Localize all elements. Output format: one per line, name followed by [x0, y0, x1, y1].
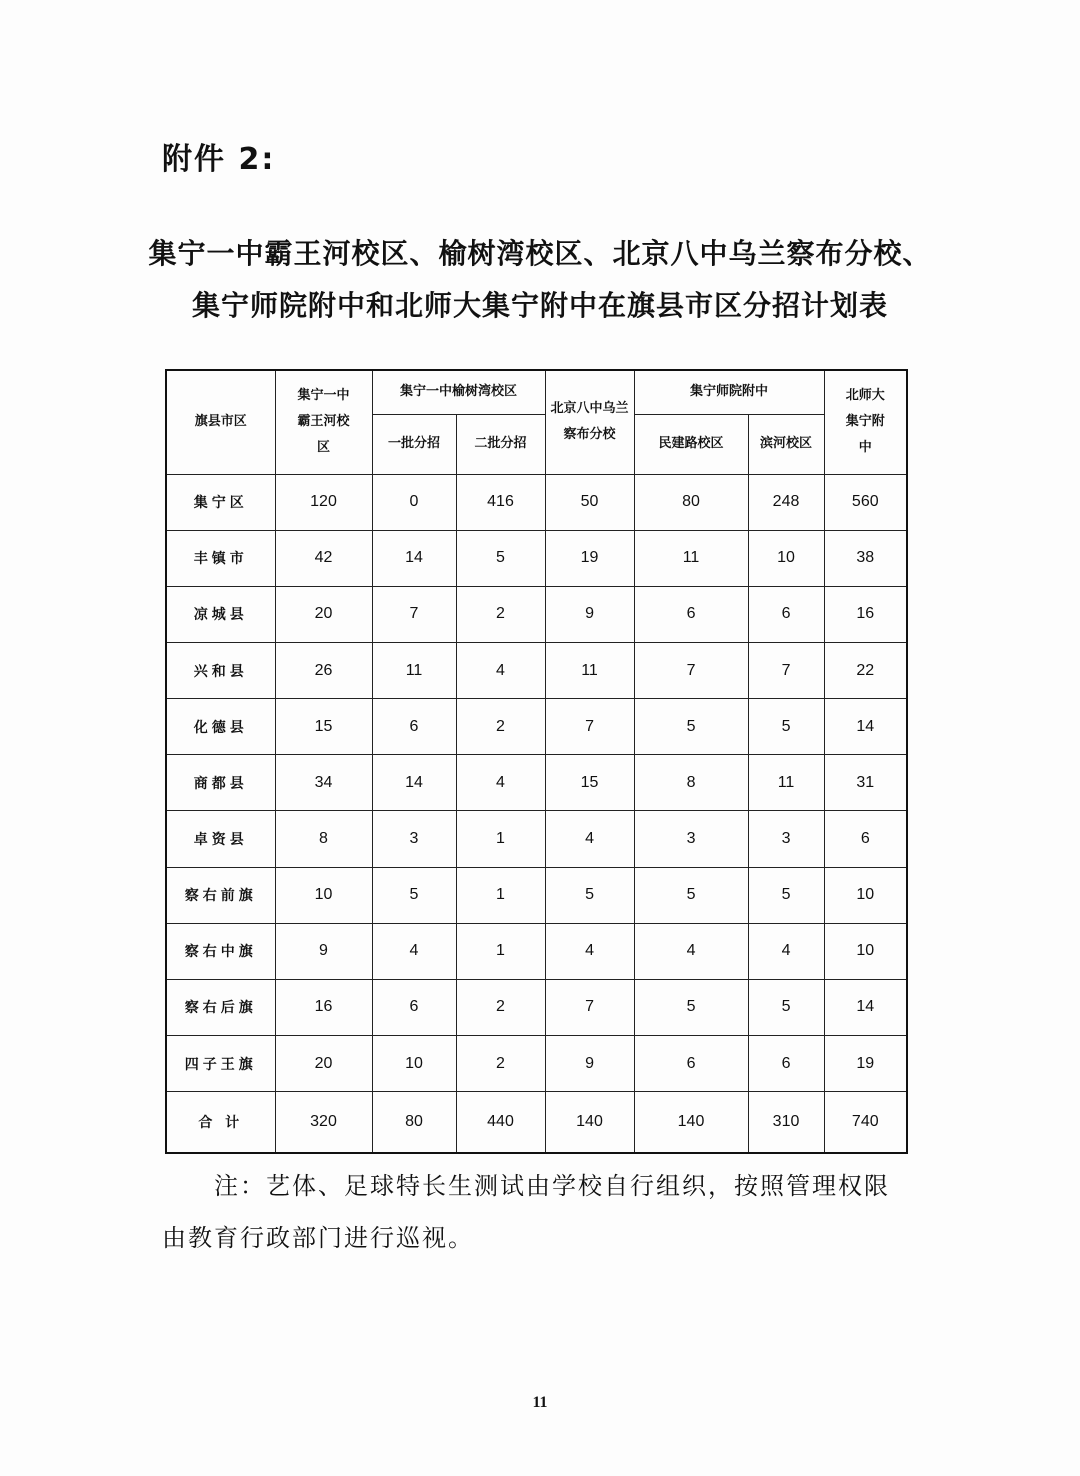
footnote: 注：艺体、足球特长生测试由学校自行组织，按照管理权限由教育行政部门进行巡视。 [162, 1172, 890, 1252]
header-beijing8: 北京八中乌兰察布分校 [545, 370, 634, 474]
value-cell: 8 [634, 755, 748, 811]
value-cell: 9 [275, 923, 372, 979]
header-minjianlu: 民建路校区 [634, 414, 748, 474]
value-cell: 2 [456, 979, 545, 1035]
region-cell: 察右前旗 [166, 867, 275, 923]
document-title-line-1: 集宁一中霸王河校区、榆树湾校区、北京八中乌兰察布分校、 [148, 237, 932, 270]
value-cell: 7 [748, 642, 824, 698]
value-cell: 20 [275, 1036, 372, 1092]
value-cell: 19 [545, 530, 634, 586]
value-cell: 80 [634, 474, 748, 530]
value-cell: 3 [634, 811, 748, 867]
region-cell: 四子王旗 [166, 1036, 275, 1092]
value-cell: 5 [748, 699, 824, 755]
table-row [166, 979, 907, 1035]
value-cell: 10 [372, 1036, 456, 1092]
value-cell: 10 [824, 923, 907, 979]
value-cell: 2 [456, 699, 545, 755]
value-cell: 5 [748, 979, 824, 1035]
value-cell: 0 [372, 474, 456, 530]
region-cell: 化德县 [166, 699, 275, 755]
value-cell: 4 [545, 923, 634, 979]
value-cell: 14 [824, 979, 907, 1035]
table-row [166, 1036, 907, 1092]
value-cell: 140 [634, 1092, 748, 1153]
value-cell: 560 [824, 474, 907, 530]
value-cell: 15 [275, 699, 372, 755]
table-header-row [166, 370, 907, 414]
value-cell: 2 [456, 586, 545, 642]
value-cell: 38 [824, 530, 907, 586]
value-cell: 4 [372, 923, 456, 979]
value-cell: 7 [634, 642, 748, 698]
header-yushuwan-batch2: 二批分招 [456, 414, 545, 474]
value-cell: 5 [456, 530, 545, 586]
table-row [166, 586, 907, 642]
value-cell: 2 [456, 1036, 545, 1092]
value-cell: 7 [545, 979, 634, 1035]
value-cell: 416 [456, 474, 545, 530]
value-cell: 4 [456, 642, 545, 698]
value-cell: 7 [372, 586, 456, 642]
value-cell: 15 [545, 755, 634, 811]
table-row [166, 867, 907, 923]
table-body [166, 474, 907, 1153]
value-cell: 8 [275, 811, 372, 867]
value-cell: 120 [275, 474, 372, 530]
value-cell: 740 [824, 1092, 907, 1153]
table-row [166, 755, 907, 811]
region-cell: 集宁区 [166, 474, 275, 530]
value-cell: 10 [275, 867, 372, 923]
value-cell: 31 [824, 755, 907, 811]
value-cell: 26 [275, 642, 372, 698]
table-row [166, 530, 907, 586]
table-row [166, 699, 907, 755]
value-cell: 11 [748, 755, 824, 811]
page-number: 11 [532, 1394, 548, 1411]
region-cell: 凉城县 [166, 586, 275, 642]
value-cell: 320 [275, 1092, 372, 1153]
total-row [166, 1092, 907, 1153]
value-cell: 10 [748, 530, 824, 586]
value-cell: 440 [456, 1092, 545, 1153]
region-cell: 商都县 [166, 755, 275, 811]
enrollment-plan-table [165, 369, 908, 1154]
value-cell: 11 [372, 642, 456, 698]
table-row [166, 474, 907, 530]
region-cell: 兴和县 [166, 642, 275, 698]
table-row [166, 923, 907, 979]
region-cell: 丰镇市 [166, 530, 275, 586]
value-cell: 6 [748, 1036, 824, 1092]
value-cell: 4 [545, 811, 634, 867]
attachment-label: 附件 2: [162, 142, 276, 177]
region-cell: 合 计 [166, 1092, 275, 1153]
value-cell: 4 [748, 923, 824, 979]
value-cell: 6 [634, 586, 748, 642]
value-cell: 19 [824, 1036, 907, 1092]
header-yushuwan: 集宁一中榆树湾校区 [372, 370, 545, 414]
value-cell: 4 [456, 755, 545, 811]
value-cell: 14 [824, 699, 907, 755]
value-cell: 6 [748, 586, 824, 642]
table-row [166, 811, 907, 867]
document-title-line-2: 集宁师院附中和北师大集宁附中在旗县市区分招计划表 [191, 289, 888, 322]
value-cell: 1 [456, 867, 545, 923]
value-cell: 80 [372, 1092, 456, 1153]
value-cell: 10 [824, 867, 907, 923]
value-cell: 14 [372, 530, 456, 586]
value-cell: 1 [456, 811, 545, 867]
value-cell: 1 [456, 923, 545, 979]
value-cell: 248 [748, 474, 824, 530]
value-cell: 5 [372, 867, 456, 923]
header-yushuwan-batch1: 一批分招 [372, 414, 456, 474]
header-bawanghe: 集宁一中霸王河校区 [275, 370, 372, 474]
region-cell: 卓资县 [166, 811, 275, 867]
value-cell: 11 [545, 642, 634, 698]
value-cell: 9 [545, 586, 634, 642]
value-cell: 22 [824, 642, 907, 698]
value-cell: 50 [545, 474, 634, 530]
value-cell: 310 [748, 1092, 824, 1153]
value-cell: 5 [634, 699, 748, 755]
value-cell: 5 [634, 979, 748, 1035]
value-cell: 7 [545, 699, 634, 755]
header-region: 旗县市区 [166, 370, 275, 474]
value-cell: 140 [545, 1092, 634, 1153]
value-cell: 42 [275, 530, 372, 586]
region-cell: 察右后旗 [166, 979, 275, 1035]
value-cell: 34 [275, 755, 372, 811]
region-cell: 察右中旗 [166, 923, 275, 979]
value-cell: 3 [748, 811, 824, 867]
value-cell: 6 [372, 979, 456, 1035]
value-cell: 6 [634, 1036, 748, 1092]
value-cell: 5 [748, 867, 824, 923]
header-bnu: 北师大集宁附中 [824, 370, 907, 474]
value-cell: 9 [545, 1036, 634, 1092]
value-cell: 20 [275, 586, 372, 642]
value-cell: 6 [372, 699, 456, 755]
value-cell: 5 [634, 867, 748, 923]
value-cell: 6 [824, 811, 907, 867]
value-cell: 16 [275, 979, 372, 1035]
value-cell: 16 [824, 586, 907, 642]
value-cell: 14 [372, 755, 456, 811]
value-cell: 4 [634, 923, 748, 979]
header-binhe: 滨河校区 [748, 414, 824, 474]
header-normal-affiliated: 集宁师院附中 [634, 370, 824, 414]
value-cell: 5 [545, 867, 634, 923]
value-cell: 11 [634, 530, 748, 586]
value-cell: 3 [372, 811, 456, 867]
table-row [166, 642, 907, 698]
